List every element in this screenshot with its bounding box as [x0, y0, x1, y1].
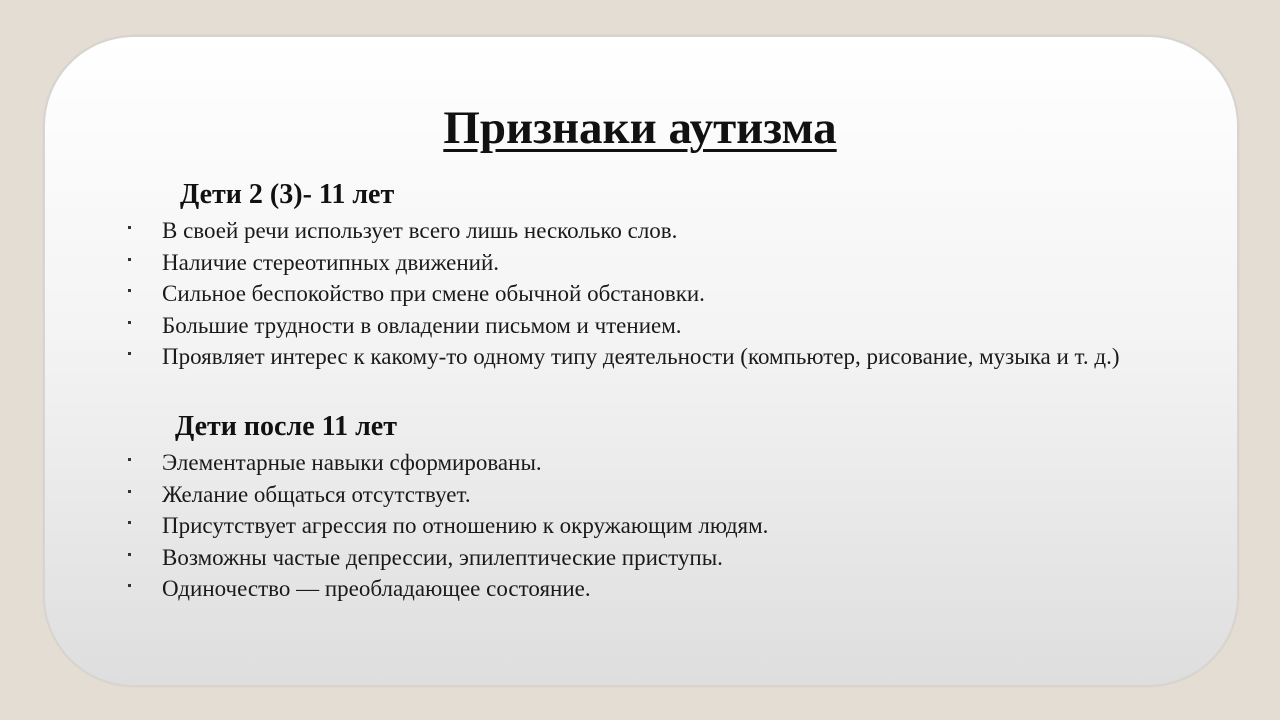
list-item: Большие трудности в овладении письмом и чтением.	[120, 310, 1162, 342]
list-item: Присутствует агрессия по отношению к окружающим людям.	[120, 510, 1162, 542]
list-item: Одиночество — преобладающее состояние.	[120, 573, 1162, 605]
list-item: Наличие стереотипных движений.	[120, 247, 1162, 279]
list-item: Элементарные навыки сформированы.	[120, 447, 1162, 479]
slide-title-text: Признаки аутизма	[443, 102, 837, 154]
list-item: Возможны частые депрессии, эпилептические приступы.	[120, 542, 1162, 574]
section-heading-children-after-11: Дети после 11 лет	[175, 411, 397, 442]
list-children-after-11	[120, 447, 1162, 605]
list-item: Проявляет интерес к какому-то одному типу деятельности (компьютер, рисование, музыка и т. д.)	[120, 341, 1162, 373]
list-item: В своей речи использует всего лишь несколько слов.	[120, 215, 1162, 247]
list-children-2-11	[120, 215, 1162, 373]
list-item: Желание общаться отсутствует.	[120, 479, 1162, 511]
slide-title	[0, 100, 1280, 156]
list-item: Сильное беспокойство при смене обычной обстановки.	[120, 278, 1162, 310]
section-heading-children-2-11: Дети 2 (3)- 11 лет	[180, 179, 395, 210]
